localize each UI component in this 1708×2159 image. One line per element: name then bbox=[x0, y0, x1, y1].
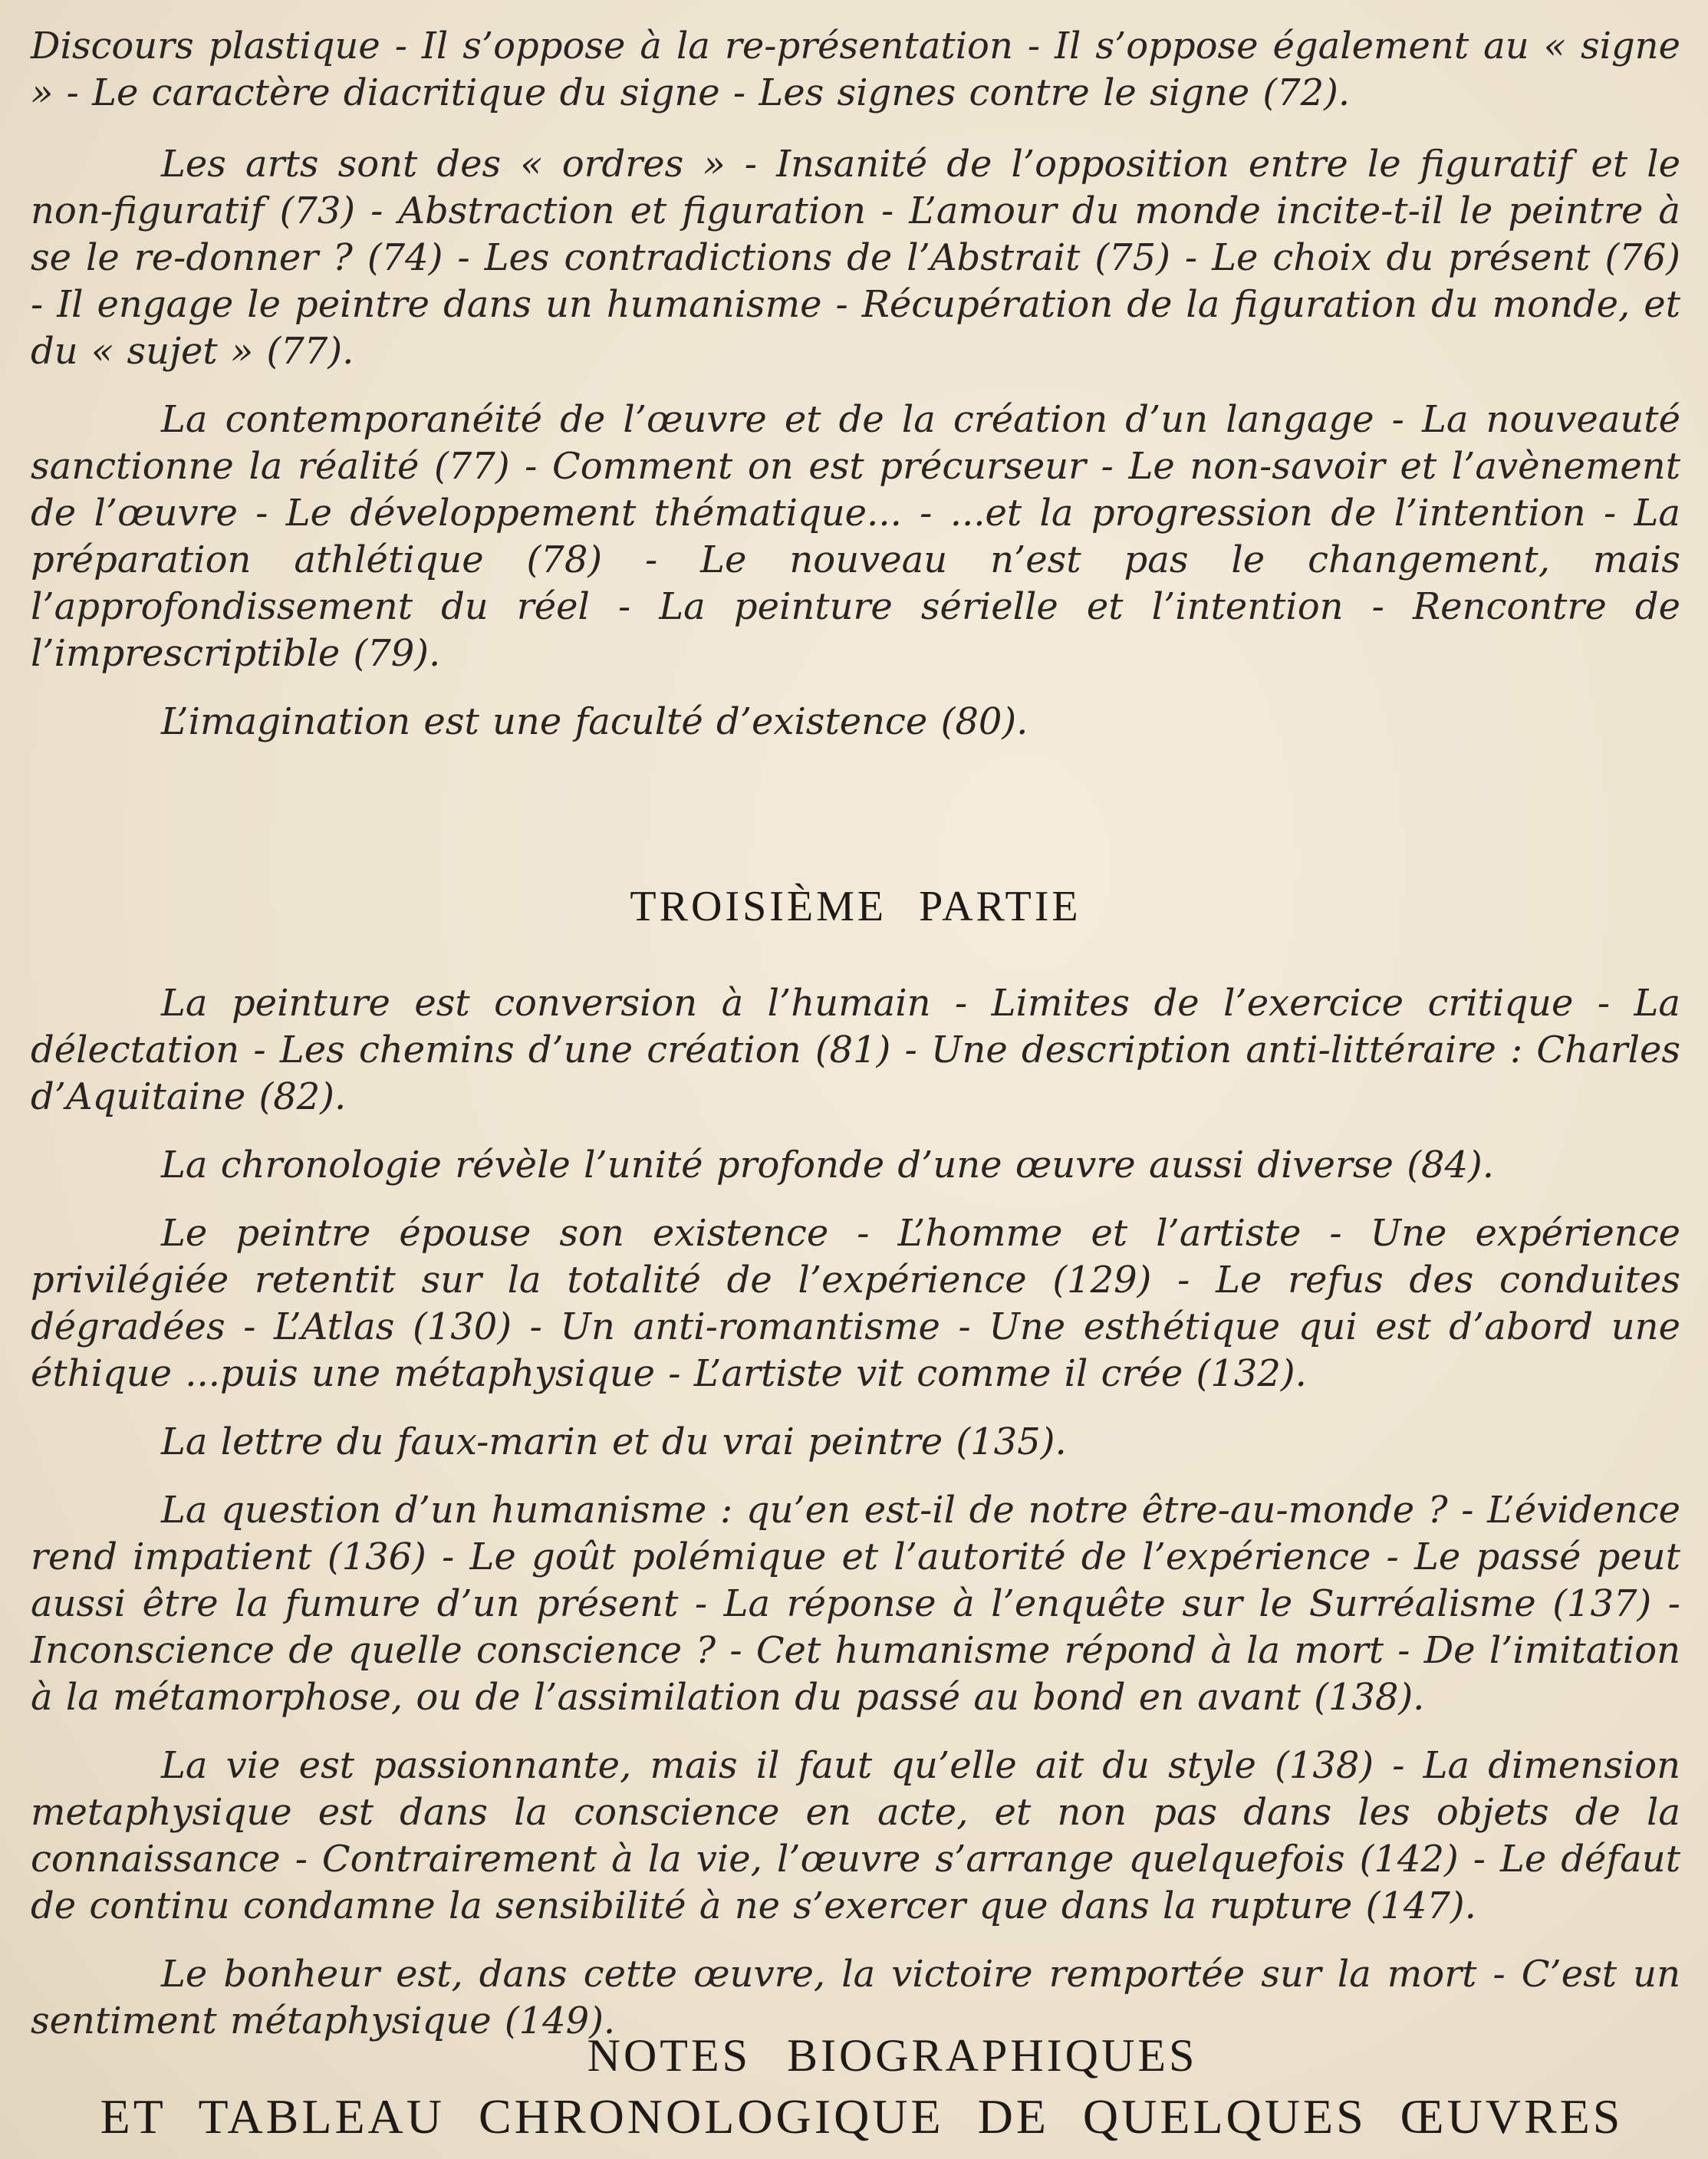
paragraph: Les arts sont des « ordres » - Insanité de l’opposition entre le figuratif et le non-figuratif (73) - Abstraction et figuration - L’amour du monde incite-t-il le peintre à se le re-donner ? (74) - Les contradictions de l’Abstrait (75) - Le choix du présent (76) - Il engage le peintre dans un humanisme - Récupération de la figuration du monde, et du « sujet » (77). bbox=[31, 143, 1680, 373]
paragraph: Discours plastique - Il s’oppose à la re-présentation - Il s’oppose également au « signe » - Le caractère diacritique du signe - Les signes contre le signe (72). bbox=[31, 25, 1680, 114]
notes-heading bbox=[0, 2025, 1708, 2147]
paragraph: La contemporanéité de l’œuvre et de la création d’un langage - La nouveauté sanctionne la réalité (77) - Comment on est précurseur - Le non-savoir et l’avènement de l’œuvre - Le développement thématique... - ...et la progression de l’intention - La préparation athlétique (78) - Le nouveau n’est pas le changement, mais l’approfondissement du réel - La peinture sérielle et l’intention - Rencontre de l’imprescriptible (79). bbox=[31, 398, 1680, 675]
paragraph: La peinture est conversion à l’humain - Limites de l’exercice critique - La délectation - Les chemins d’une création (81) - Une description anti-littéraire : Charles d’Aquitaine (82). bbox=[31, 982, 1680, 1118]
notes-heading-line2: ET TABLEAU CHRONOLOGIQUE DE QUELQUES ŒUVRES bbox=[100, 2089, 1624, 2144]
paragraph: La chronologie révèle l’unité profonde d’une œuvre aussi diverse (84). bbox=[161, 1144, 1494, 1186]
paragraph: La lettre du faux-marin et du vrai peintre (135). bbox=[161, 1420, 1067, 1463]
paragraph: Le bonheur est, dans cette œuvre, la victoire remportée sur la mort - C’est un sentiment métaphysique (149). bbox=[31, 1953, 1680, 2042]
paragraph: Le peintre épouse son existence - L’homme et l’artiste - Une expérience privilégiée retentit sur la totalité de l’expérience (129) - Le refus des conduites dégradées - L’Atlas (130) - Un anti-romantisme - Une esthétique qui est d’abord une éthique ...puis une métaphysique - L’artiste vit comme il crée (132). bbox=[31, 1212, 1680, 1395]
section-heading: TROISIÈME PARTIE bbox=[630, 883, 1081, 930]
notes-heading-line1: NOTES BIOGRAPHIQUES bbox=[587, 2030, 1198, 2081]
paragraph: La vie est passionnante, mais il faut qu’elle ait du style (138) - La dimension metaphysique est dans la conscience en acte, et non pas dans les objets de la connaissance - Contrairement à la vie, l’œuvre s’arrange quelquefois (142) - Le défaut de continu condamne la sensibilité à ne s’exercer que dans la rupture (147). bbox=[31, 1744, 1680, 1927]
paragraph: L’imagination est une faculté d’existence (80). bbox=[161, 700, 1028, 743]
paragraph: La question d’un humanisme : qu’en est-il de notre être-au-monde ? - L’évidence rend impatient (136) - Le goût polémique et l’autorité de l’expérience - Le passé peut aussi être la fumure d’un présent - La réponse à l’enquête sur le Surréalisme (137) - Inconscience de quelle conscience ? - Cet humanisme répond à la mort - De l’imitation à la métamorphose, ou de l’assimilation du passé au bond en avant (138). bbox=[31, 1489, 1680, 1719]
